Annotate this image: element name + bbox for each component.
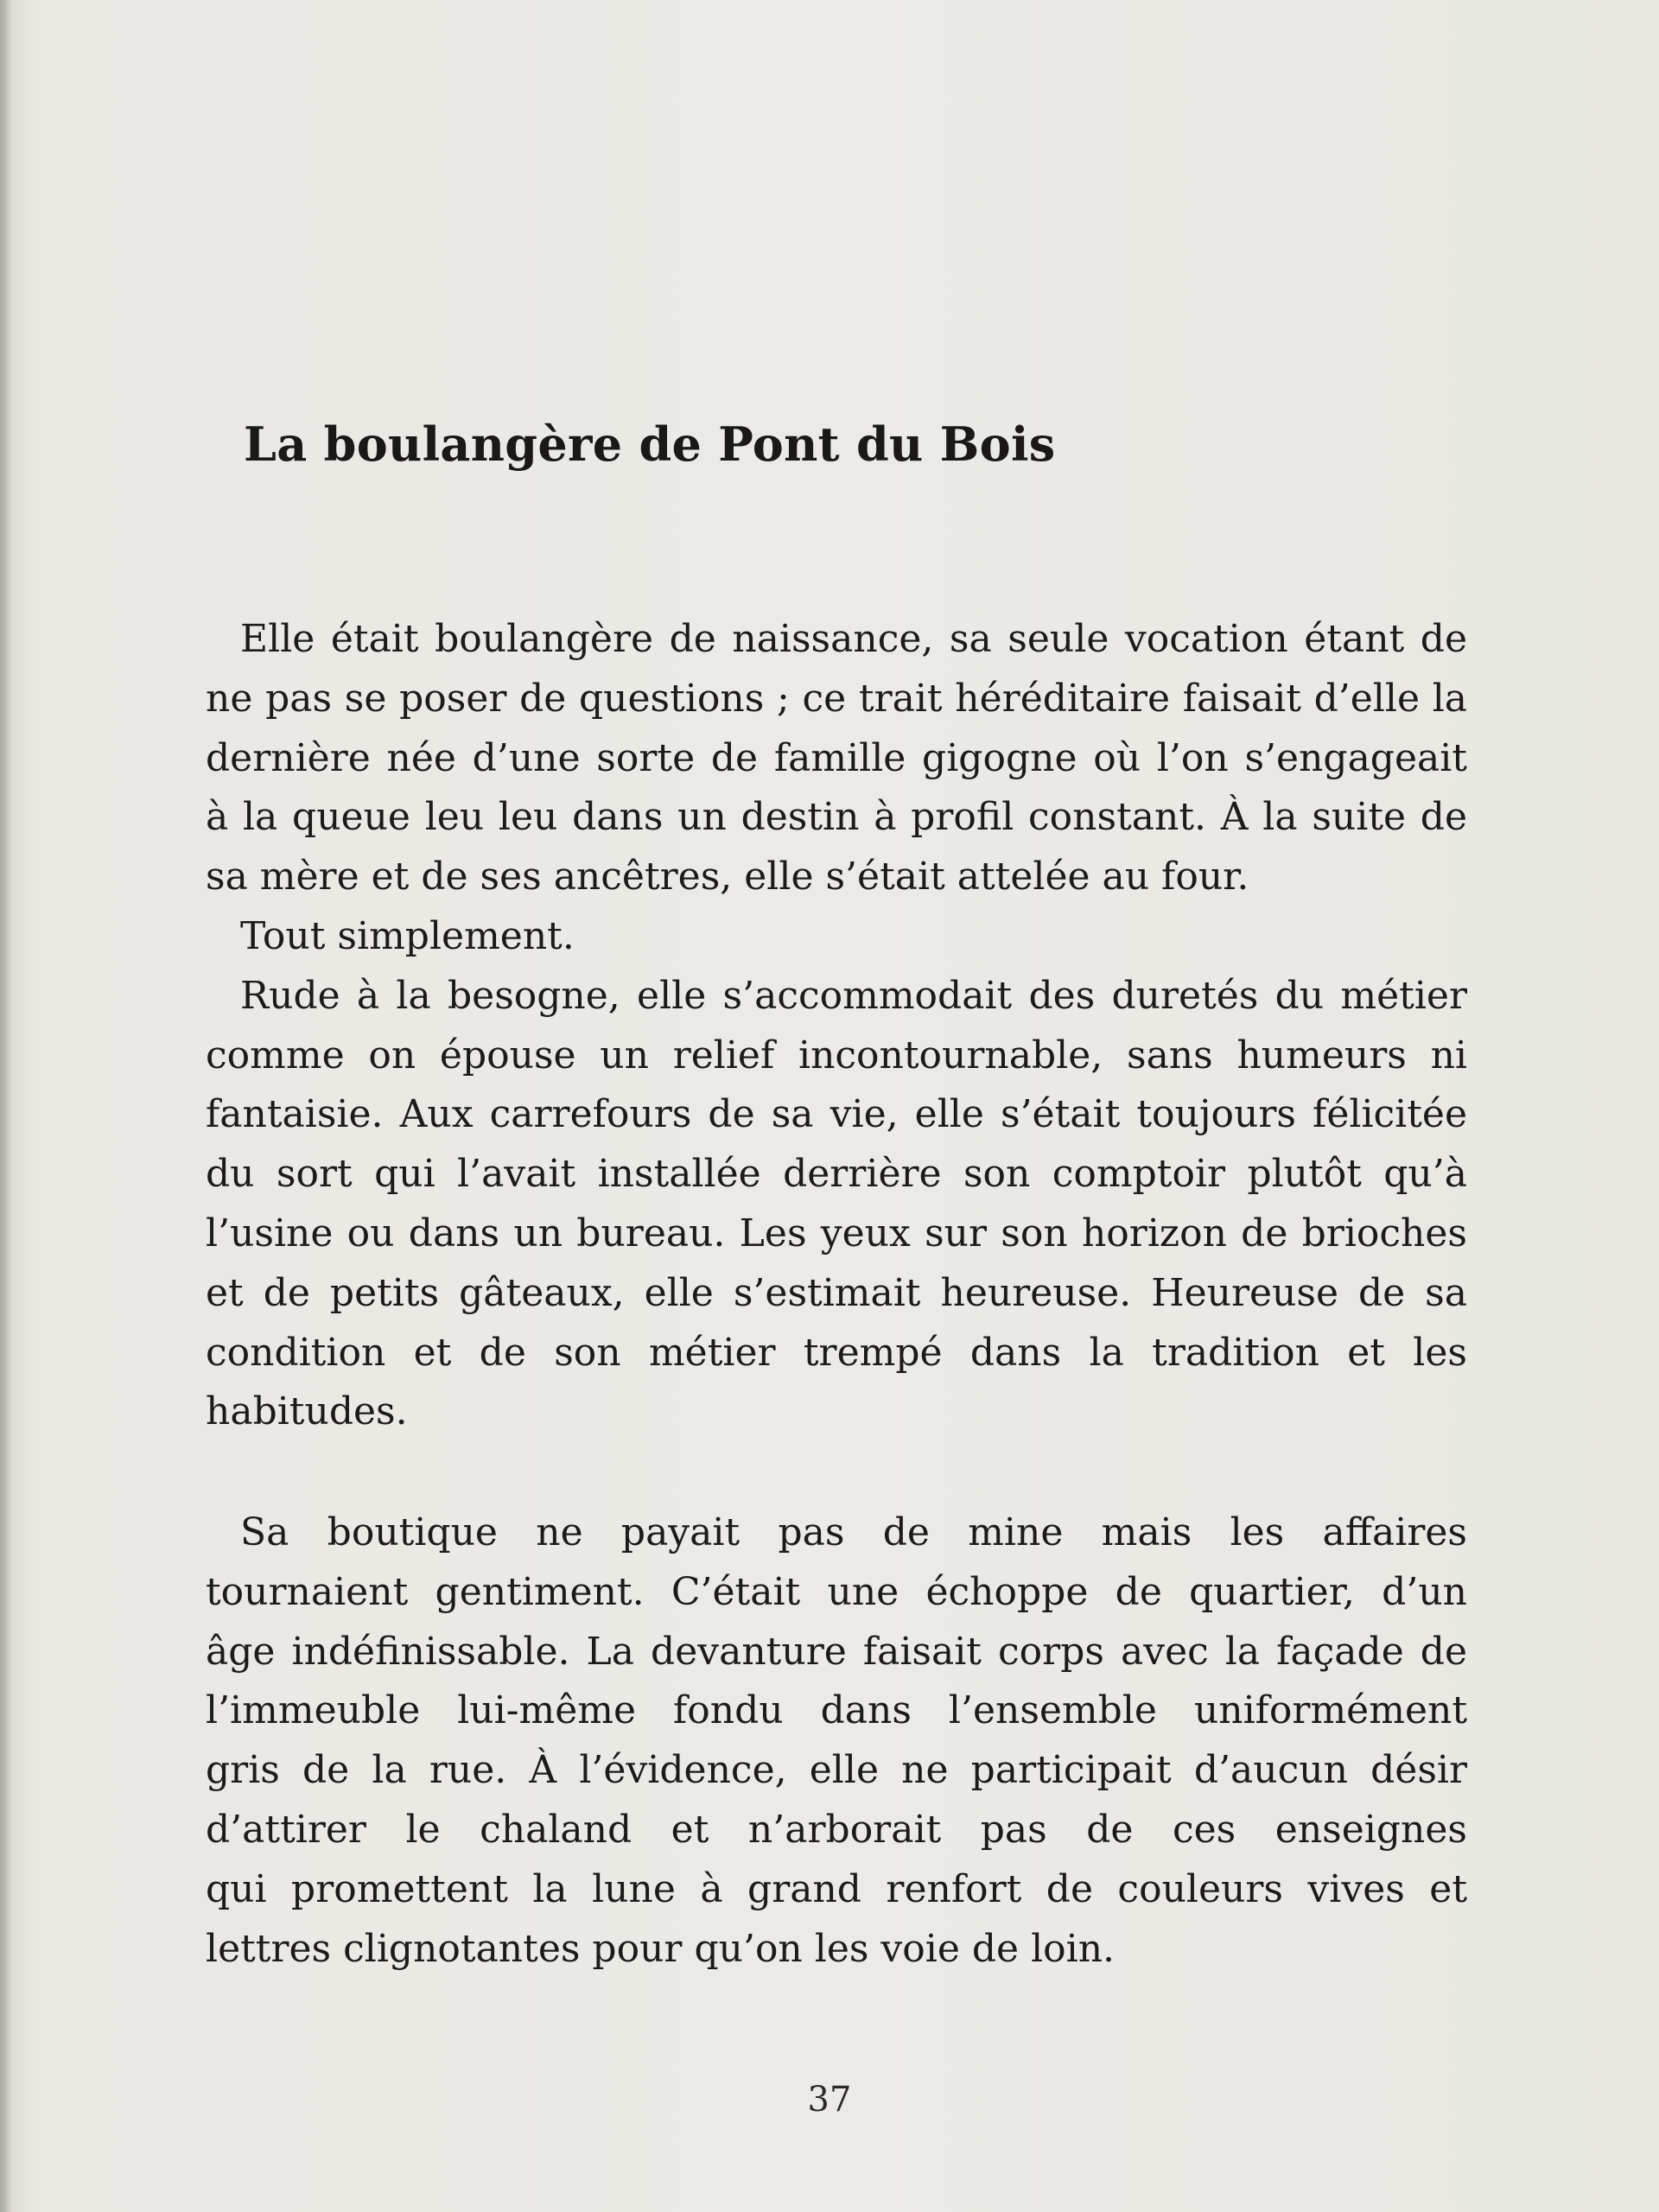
paragraph-1-line-3: dernière née d’une sorte de famille gigogne où l’on s’engageait bbox=[206, 735, 1467, 780]
paragraph-4-line-4: l’immeuble lui-même fondu dans l’ensemble uniformément bbox=[206, 1688, 1467, 1733]
paragraph-1-line-4: à la queue leu leu dans un destin à profil constant. À la suite de bbox=[206, 795, 1467, 840]
text-block-upper bbox=[206, 610, 1467, 1442]
page-gutter-shadow bbox=[0, 0, 12, 2212]
paragraph-3-line-5: l’usine ou dans un bureau. Les yeux sur son horizon de brioches bbox=[206, 1211, 1467, 1255]
paragraph-2-line-1: Tout simplement. bbox=[240, 913, 575, 958]
paragraph-4-line-1: Sa boutique ne payait pas de mine mais les affaires bbox=[240, 1510, 1467, 1554]
paragraph-4-line-5: gris de la rue. À l’évidence, elle ne participait d’aucun désir bbox=[206, 1748, 1467, 1793]
chapter-title: La boulangère de Pont du Bois bbox=[244, 416, 1056, 472]
paragraph-3-line-1: Rude à la besogne, elle s’accommodait des duretés du métier bbox=[240, 973, 1467, 1018]
paragraph-4-line-2: tournaient gentiment. C’était une échoppe de quartier, d’un bbox=[206, 1569, 1467, 1614]
paragraph-1-line-1: Elle était boulangère de naissance, sa seule vocation étant de bbox=[240, 617, 1467, 661]
paragraph-4-line-8: lettres clignotantes pour qu’on les voie de loin. bbox=[206, 1926, 1116, 1971]
paragraph-1-line-5: sa mère et de ses ancêtres, elle s’était attelée au four. bbox=[206, 855, 1249, 899]
paragraph-4-line-6: d’attirer le chaland et n’arborait pas de ces enseignes bbox=[206, 1807, 1467, 1852]
paragraph-3-line-4: du sort qui l’avait installée derrière son comptoir plutôt qu’à bbox=[206, 1152, 1467, 1197]
paragraph-1-line-2: ne pas se poser de questions ; ce trait héréditaire faisait d’elle la bbox=[206, 676, 1467, 721]
paragraph-3-line-3: fantaisie. Aux carrefours de sa vie, elle s’était toujours félicitée bbox=[206, 1092, 1467, 1137]
paragraph-4-line-3: âge indéfinissable. La devanture faisait corps avec la façade de bbox=[206, 1629, 1467, 1674]
paragraph-3-line-6: et de petits gâteaux, elle s’estimait heureuse. Heureuse de sa bbox=[206, 1270, 1467, 1315]
text-block-lower bbox=[206, 1503, 1467, 1979]
paragraph-3-line-7: condition et de son métier trempé dans la tradition et les bbox=[206, 1330, 1467, 1375]
paragraph-4-line-7: qui promettent la lune à grand renfort de couleurs vives et bbox=[206, 1866, 1467, 1911]
paragraph-3-line-8: habitudes. bbox=[206, 1389, 408, 1434]
page-number: 37 bbox=[807, 2080, 852, 2120]
paragraph-3-line-2: comme on épouse un relief incontournable, sans humeurs ni bbox=[206, 1033, 1467, 1077]
